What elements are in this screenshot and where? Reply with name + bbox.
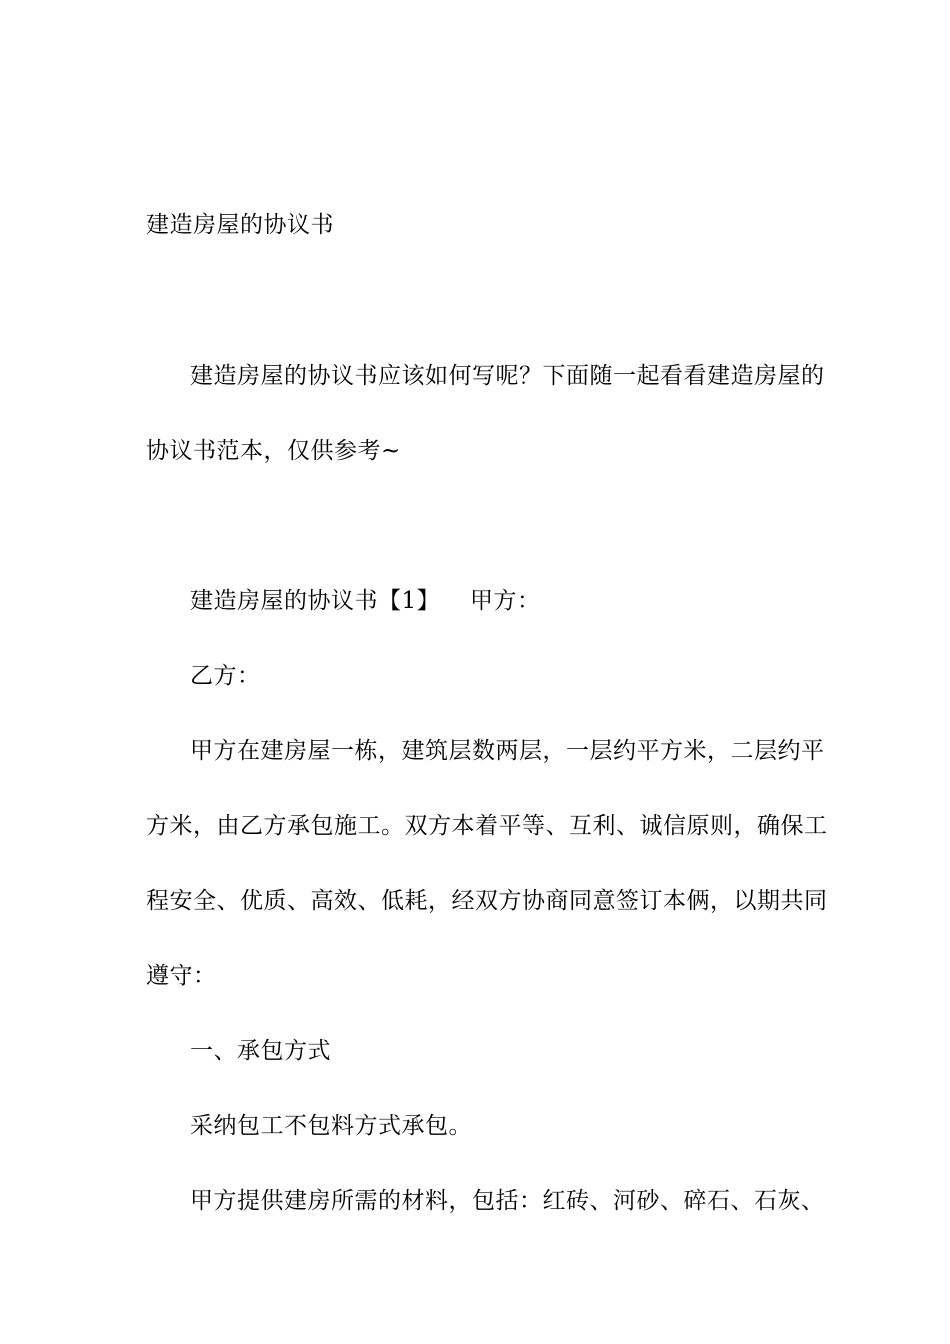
- intro-line-2: 协议书范本，仅供参考~: [146, 438, 401, 464]
- body-paragraph-line-2: 方米，由乙方承包施工。双方本着平等、互利、诚信原则，确保工: [146, 813, 828, 839]
- body-paragraph-line-3: 程安全、优质、高效、低耗，经双方协商同意签订本俩，以期共同: [146, 888, 828, 914]
- body-paragraph-line-4: 遵守：: [146, 963, 217, 989]
- materials-text: 甲方提供建房所需的材料，包括：红砖、河砂、碎石、石灰、: [190, 1188, 825, 1214]
- section-heading: 建造房屋的协议书【1】: [190, 588, 441, 614]
- clause-1-text: 采纳包工不包料方式承包。: [190, 1113, 472, 1139]
- document-title: 建造房屋的协议书: [146, 212, 334, 238]
- clause-1-heading: 一、承包方式: [190, 1038, 331, 1064]
- intro-line-1: 建造房屋的协议书应该如何写呢？下面随一起看看建造房屋的: [190, 363, 825, 389]
- party-b-label: 乙方：: [190, 663, 261, 689]
- party-a-label: 甲方：: [470, 588, 541, 614]
- body-paragraph-line-1: 甲方在建房屋一栋，建筑层数两层，一层约平方米，二层约平: [190, 738, 825, 764]
